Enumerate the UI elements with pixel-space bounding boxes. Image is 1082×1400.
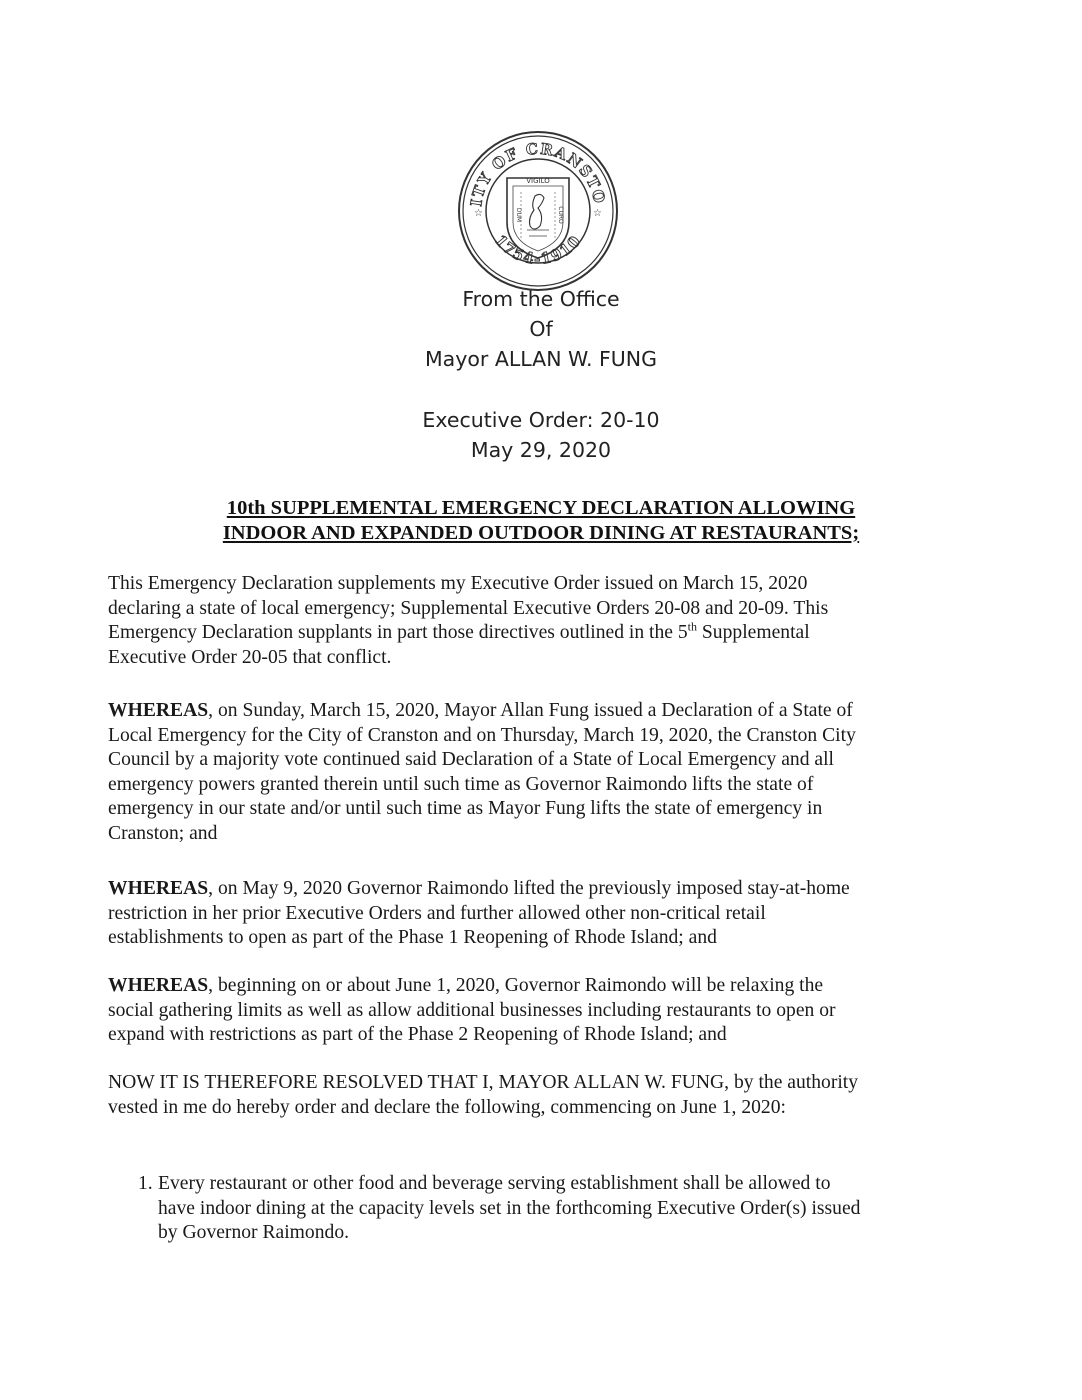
item-text: Every restaurant or other food and beverage serving establishment shall be allowed to have indoor dining at the capacity levels set in the forthcoming Executive Order(s) issued by Governor Raimondo. [158, 1173, 861, 1243]
seal-motto-left: DUM [515, 207, 522, 223]
intro-line: declaring a state of local emergency; Supplemental Executive Orders 20-08 and 20-09. This [108, 597, 829, 619]
declaration-title [0, 496, 1082, 546]
whereas-line: WHEREAS, on May 9, 2020 Governor Raimondo lifted the previously imposed stay-at-home [108, 878, 850, 899]
svg-text:☆: ☆ [593, 208, 602, 219]
city-seal-icon [457, 130, 619, 292]
office-of-line: Of [529, 317, 553, 341]
order-date: May 29, 2020 [470, 438, 612, 462]
whereas-line: Council by a majority vote continued said Declaration of a State of Local Emergency and all [108, 749, 835, 770]
whereas-line: establishments to open as part of the Phase 1 Reopening of Rhode Island; and [108, 927, 717, 948]
whereas-line: Cranston; and [108, 822, 218, 844]
resolved-line: NOW IT IS THEREFORE RESOLVED THAT I, MAYOR ALLAN W. FUNG, by the authority [108, 1072, 859, 1093]
svg-text:1754-1910 [491, 231, 585, 267]
whereas-line: Local Emergency for the City of Cranston and on Thursday, March 19, 2020, the Cranston City [108, 724, 856, 746]
intro-line: Executive Order 20-05 that conflict. [108, 646, 392, 668]
svg-text:CITY OF CRANSTON [457, 130, 609, 208]
whereas-line: emergency in our state and/or until such time as Mayor Fung lifts the state of emergency in [108, 798, 823, 819]
office-header [0, 284, 1082, 374]
whereas-paragraph-2 [108, 877, 988, 951]
order-item-1 [138, 1172, 983, 1246]
office-line: From the Office [462, 287, 620, 311]
whereas-lead: WHEREAS [108, 975, 209, 996]
title-line-2: INDOOR AND EXPANDED OUTDOOR DINING AT RESTAURANTS; [222, 522, 860, 544]
whereas-lead: WHEREAS [108, 878, 209, 899]
whereas-line: WHEREAS, beginning on or about June 1, 2020, Governor Raimondo will be relaxing the [108, 975, 824, 996]
mayor-name: Mayor ALLAN W. FUNG [424, 347, 658, 371]
intro-line: Emergency Declaration supplants in part those directives outlined in the 5th Supplemental [108, 619, 810, 643]
whereas-lead: WHEREAS [108, 700, 209, 721]
whereas-line: social gathering limits as well as allow additional businesses including restaurants to open or [108, 999, 836, 1021]
intro-paragraph [108, 572, 988, 670]
seal-ring-bottom-text: 1754-1910 [491, 231, 585, 268]
whereas-line: emergency powers granted therein until such time as Governor Raimondo lifts the state of [108, 773, 814, 795]
ordinal-suffix: th [687, 619, 698, 634]
whereas-line: WHEREAS, on Sunday, March 15, 2020, Mayor Allan Fung issued a Declaration of a State of [108, 700, 853, 721]
resolved-paragraph [108, 1071, 988, 1120]
whereas-line: expand with restrictions as part of the Phase 2 Reopening of Rhode Island; and [108, 1024, 727, 1045]
city-seal [457, 130, 619, 292]
whereas-paragraph-3 [108, 974, 988, 1048]
executive-order-number: Executive Order: 20-10 [422, 408, 660, 432]
seal-motto-top: VIGILO [526, 177, 550, 185]
order-header [0, 405, 1082, 465]
seal-motto-right: CURO [557, 206, 564, 224]
seal-ring-top-text: ITY OF CRANSTO [467, 139, 609, 208]
resolved-line: vested in me do hereby order and declare the following, commencing on June 1, 2020: [108, 1096, 786, 1118]
title-line-1: 10th SUPPLEMENTAL EMERGENCY DECLARATION ALLOWING [226, 497, 856, 519]
intro-line: This Emergency Declaration supplements my Executive Order issued on March 15, 2020 [108, 573, 808, 594]
item-number: 1. [138, 1173, 153, 1194]
whereas-paragraph-1 [108, 699, 988, 846]
whereas-line: restriction in her prior Executive Orders and further allowed other non-critical retail [108, 902, 766, 924]
svg-text:☆: ☆ [474, 208, 483, 219]
